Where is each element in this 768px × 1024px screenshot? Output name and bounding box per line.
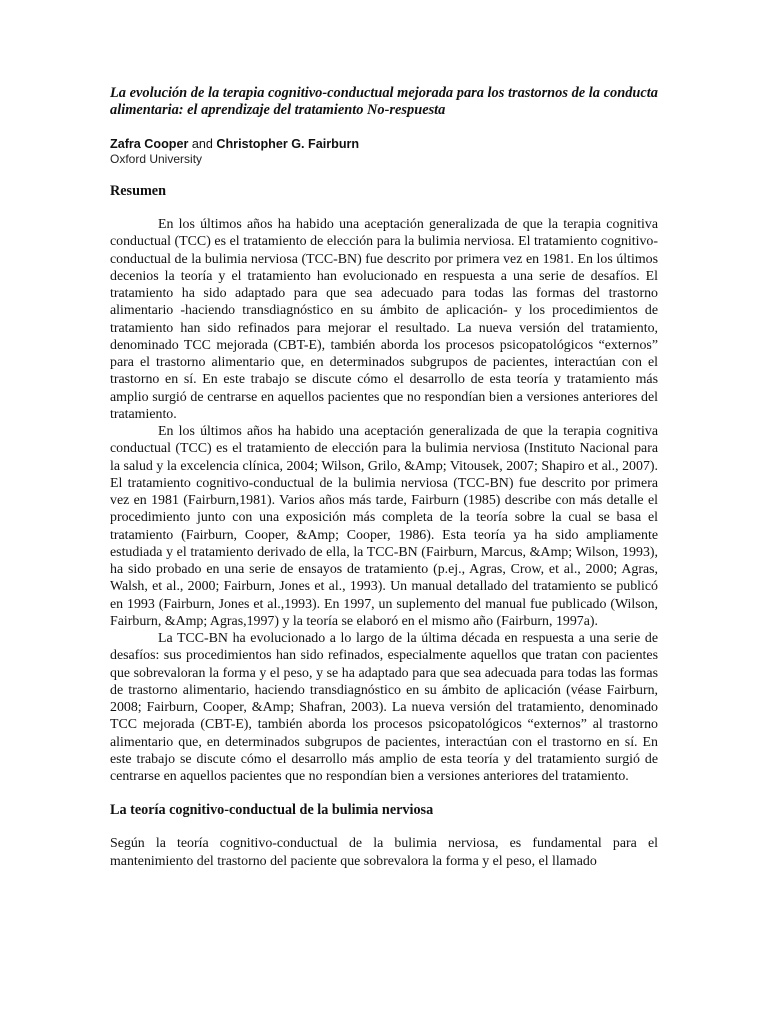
author-joiner: and xyxy=(188,137,217,151)
body-paragraph: En los últimos años ha habido una aceptación generalizada de que la terapia cognitiva conductual (TCC) es el tratamiento de elección para la bulimia nerviosa (Instituto Nacional para la salud y la excelencia clínica, 2004; Wilson, Grilo, &Amp; Vitousek, 2007; Shapiro et al., 2007). El tratamiento cognitivo-conductual de la bulimia nerviosa (TCC-BN) fue descrito por primera vez en 1981 (Fairburn,1981). Varios años más tarde, Fairburn (1985) describe con más detalle el procedimiento junto con una exposición más completa de la teoría sobre la cual se basa el tratamiento (Fairburn, Cooper, &Amp; Cooper, 1986). Esta teoría ya ha sido ampliamente estudiada y el tratamiento derivado de ella, la TCC-BN (Fairburn, Marcus, &Amp; Wilson, 1993), ha sido probado en una serie de ensayos de tratamiento (p.ej., Agras, Crow, et al., 2000; Agras, Walsh, et al., 2000; Fairburn, Jones et al., 1993). Un manual detallado del tratamiento se publicó en 1993 (Fairburn, Jones et al.,1993). En 1997, un suplemento del manual fue publicado (Wilson, Fairburn, &Amp; Agras,1997) y la teoría se elaboró en el mismo año (Fairburn, 1997a). xyxy=(110,424,658,629)
section-heading-resumen: Resumen xyxy=(110,183,166,199)
section-heading-teoria: La teoría cognitivo-conductual de la bulimia nerviosa xyxy=(110,802,434,819)
author-name: Christopher G. Fairburn xyxy=(216,137,360,151)
author-line xyxy=(110,136,658,152)
document-title: La evolución de la terapia cognitivo-conductual mejorada para los trastornos de la conducta alimentaria: el aprendizaje del tratamiento No-respuesta xyxy=(110,85,658,118)
abstract-paragraph: En los últimos años ha habido una aceptación generalizada de que la terapia cognitiva conductual (TCC) es el tratamiento de elección para la bulimia nerviosa. El tratamiento cognitivo-conductual de la bulimia nerviosa (TCC-BN) fue descrito por primera vez en 1981. En los últimos decenios la teoría y el tratamiento han evolucionado en respuesta a una serie de desafíos. El tratamiento ha sido adaptado para que sea adecuado para todas las formas del trastorno alimentario -haciendo transdiagnóstico en su ámbito de aplicación- y los procedimientos de tratamiento han sido refinados para mejorar el resultado. La nueva versión del tratamiento, denominado TCC mejorada (CBT-E), también aborda los procesos psicopatológicos “externos” para el trastorno alimentario que, en determinados subgrupos de pacientes, interactúan con el trastorno en sí. En este trabajo se discute cómo el desarrollo de esta teoría y tratamiento más amplio surgió de centrarse en aquellos pacientes que no respondían bien a versiones anteriores del tratamiento. xyxy=(110,217,658,422)
affiliation: Oxford University xyxy=(110,152,203,166)
body-paragraph: La TCC-BN ha evolucionado a lo largo de la última década en respuesta a una serie de desafíos: sus procedimientos han sido refinados, especialmente aquellos que tratan con pacientes que sobrevaloran la forma y el peso, y se ha adaptado para que sea adecuada para todas las formas de trastorno alimentario, haciendo transdiagnóstico en su ámbito de aplicación (véase Fairburn, 2008; Fairburn, Cooper, &Amp; Shafran, 2003). La nueva versión del tratamiento, denominado TCC mejorada (CBT-E), también aborda los procesos psicopatológicos “externos” al trastorno alimentario que, en determinados subgrupos de pacientes, interactúan con el trastorno en sí. En este trabajo se discute cómo el desarrollo más amplio de esta teoría y del tratamiento surgió de centrarse en aquellos pacientes que no respondían bien a versiones anteriores del tratamiento. xyxy=(110,631,658,784)
body-paragraph: Según la teoría cognitivo-conductual de la bulimia nerviosa, es fundamental para el mantenimiento del trastorno del paciente que sobrevalora la forma y el peso, el llamado xyxy=(110,836,658,869)
author-name: Zafra Cooper xyxy=(110,137,189,151)
